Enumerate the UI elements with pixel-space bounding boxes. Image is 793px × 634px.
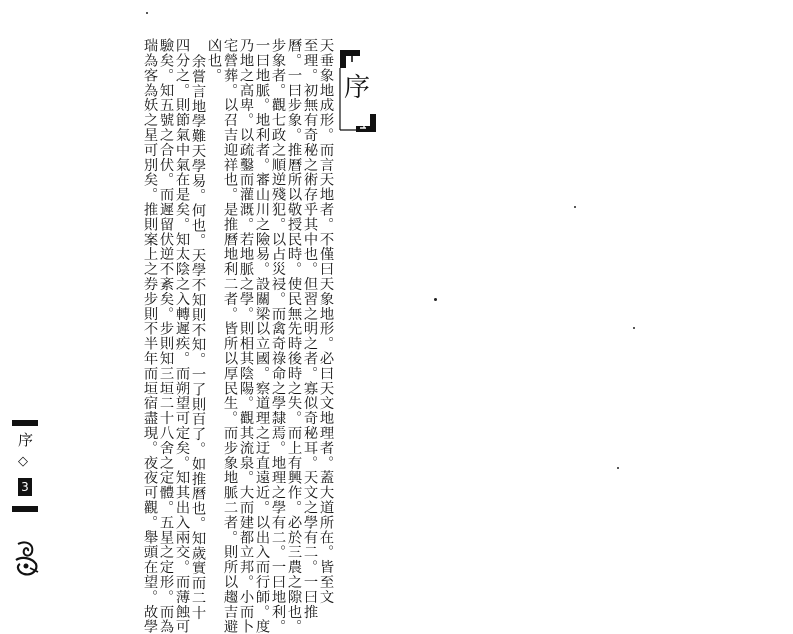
text-column: 宅營葬。以召吉迎祥也。是推曆地利二者。皆所以厚民生。而步象地脈二者。則所以趨吉避 [222,38,238,634]
text-column: 四分之。則節氣中氣在是矣。知太陰之入轉遲疾。而朔望可定矣。知其出入兩交。而薄蝕可 [174,38,190,634]
text-column: 一曰地脈。地利者。審山川之險易。設關梁以立國。察道理之迂直遠近。以出入而行師。度 [254,38,270,634]
preface-text-columns [142,38,334,634]
scan-speck [146,12,148,14]
tab-bottom-bar [12,506,38,512]
scan-speck [434,298,437,301]
page-number: 3 [18,478,32,496]
scan-speck [574,206,576,208]
tab-top-bar [12,420,38,426]
diamond-icon: ◇ [18,454,28,469]
text-column: 天垂象地成形。而言天地者。不僅曰天象地形。必曰天文地理者。蓋大道所在。皆至文 [318,38,334,605]
text-column: 至理。初無有奇秘之術存乎其中也。但習之明之者。寡似奇秘耳。天文之學有二。一曰推 [302,38,318,620]
text-column: 瑞為客為妖之星可別矣。推則案上之券步則不半年而垣宿盡現。夜夜可觀。舉頭在望。故學 [142,38,158,634]
text-column: 乃地之高卑。以疏鑿而灌溉。若地脈之學。則相其陰陽。觀其流泉。大而建都立邦。小而卜 [238,38,254,634]
scan-speck [633,327,635,329]
text-column: 余嘗言地學難天學易。何也。天學不知則不知。一了則百了。如推曆也。知歲實而二十 [190,54,206,621]
text-column: 驗矣。知五號之合伏。而遲留伏逆不紊矣。步則知三垣二十八舍之定體。五星之定形。而為 [158,38,174,634]
text-column: 步象者。觀七政之順逆殘犯。以占災祲。而禽奇祿命之學隸焉。地理之學有二。一曰地利。 [270,38,286,634]
section-margin-tab [12,420,38,512]
preface-title-block [338,48,378,134]
text-column: 凶也。 [206,38,222,83]
page-title: 序 [344,73,371,103]
section-label: 序 [16,432,34,447]
text-column: 曆。一曰步象。推曆所以敬授民時。使民無先時後時之失。而上有興作。必於三農之隙也。 [286,38,302,634]
seal-ornament-icon [12,538,42,578]
scan-speck [617,467,619,469]
